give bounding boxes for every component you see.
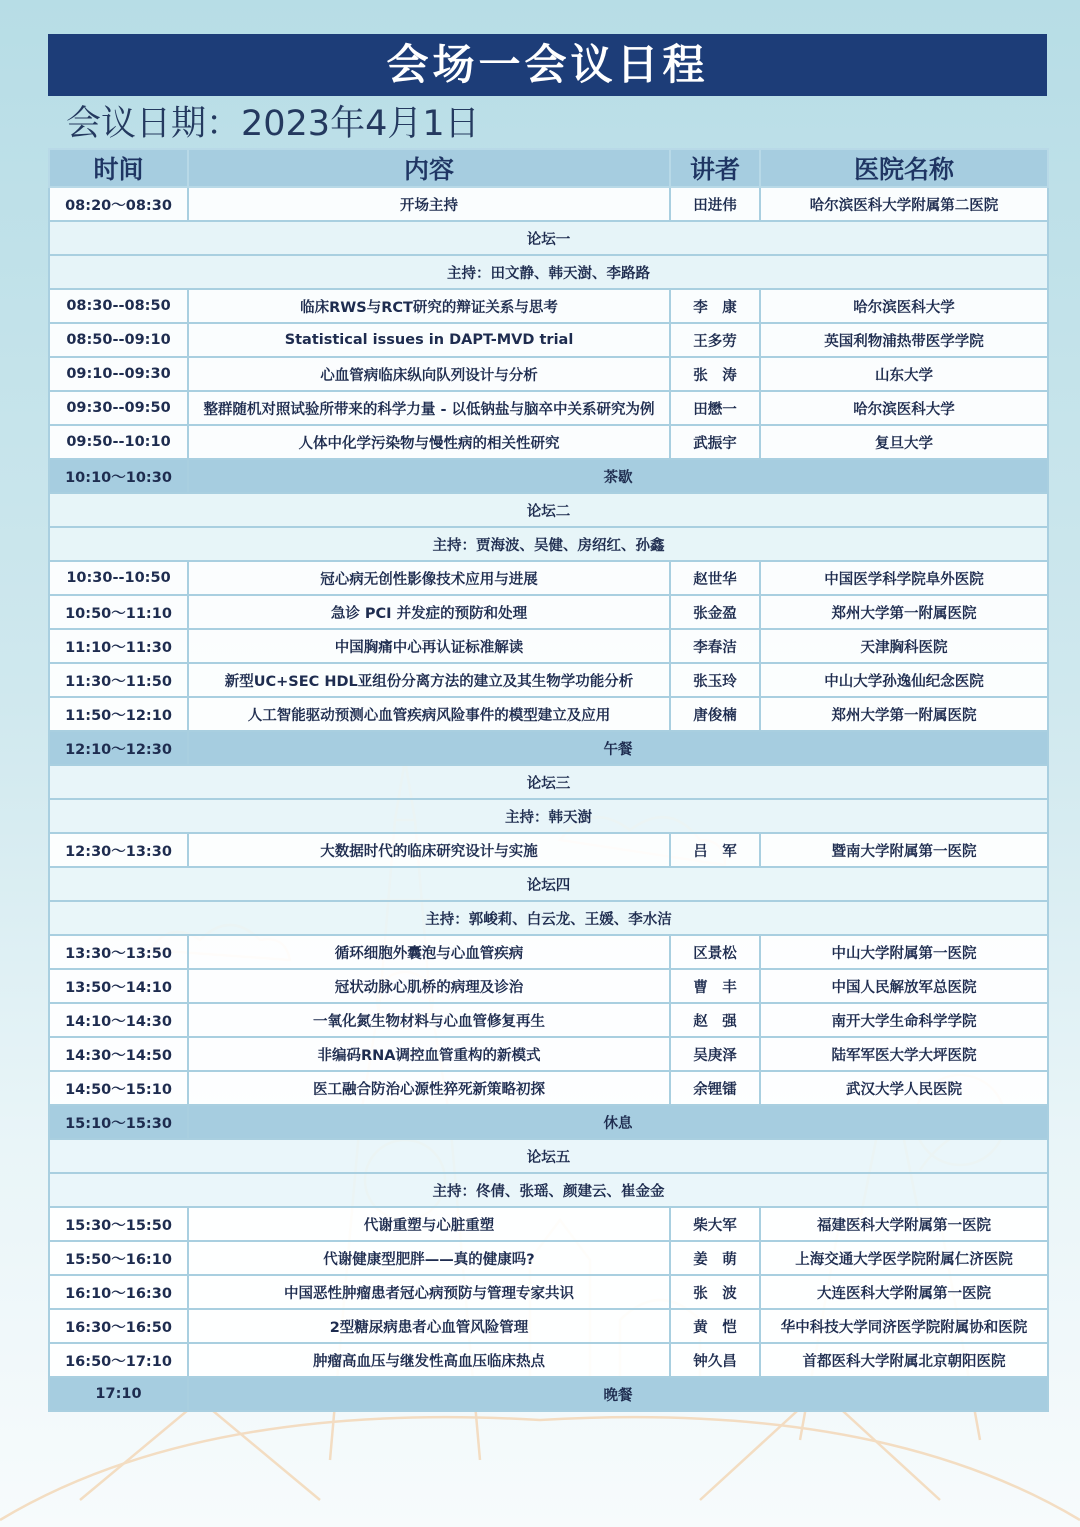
speaker-cell: 张 波 — [670, 1275, 760, 1309]
speaker-cell: 钟久昌 — [670, 1343, 760, 1377]
time-cell: 08:20～08:30 — [49, 187, 188, 221]
speaker-cell: 区景松 — [670, 935, 760, 969]
hospital-cell: 大连医科大学附属第一医院 — [760, 1275, 1048, 1309]
time-cell: 15:50～16:10 — [49, 1241, 188, 1275]
table-row — [49, 1071, 1048, 1105]
speaker-cell: 姜 萌 — [670, 1241, 760, 1275]
table-row — [49, 1207, 1048, 1241]
topic-cell: 整群随机对照试验所带来的科学力量 - 以低钠盐与脑卒中关系研究为例 — [188, 391, 670, 425]
time-cell: 08:30--08:50 — [49, 289, 188, 323]
time-cell: 08:50--09:10 — [49, 323, 188, 357]
table-row — [49, 833, 1048, 867]
speaker-cell: 张玉玲 — [670, 663, 760, 697]
session-band-row — [49, 867, 1048, 901]
speaker-cell: 赵 强 — [670, 1003, 760, 1037]
speaker-cell: 唐俊楠 — [670, 697, 760, 731]
hospital-cell: 福建医科大学附属第一医院 — [760, 1207, 1048, 1241]
session-band-row — [49, 901, 1048, 935]
speaker-cell: 吴庚泽 — [670, 1037, 760, 1071]
hospital-cell: 山东大学 — [760, 357, 1048, 391]
session-band-label: 主持：田文静、韩天澍、李路路 — [49, 255, 1048, 289]
time-cell: 11:10～11:30 — [49, 629, 188, 663]
session-band-label: 论坛五 — [49, 1139, 1048, 1173]
topic-cell: 临床RWS与RCT研究的辩证关系与思考 — [188, 289, 670, 323]
hospital-cell: 英国利物浦热带医学学院 — [760, 323, 1048, 357]
time-cell: 16:30～16:50 — [49, 1309, 188, 1343]
time-cell: 16:50～17:10 — [49, 1343, 188, 1377]
table-row — [49, 697, 1048, 731]
table-row — [49, 391, 1048, 425]
speaker-cell: 武振宇 — [670, 425, 760, 459]
hospital-cell: 陆军军医大学大坪医院 — [760, 1037, 1048, 1071]
table-row — [49, 561, 1048, 595]
table-row — [49, 187, 1048, 221]
time-cell: 09:50--10:10 — [49, 425, 188, 459]
session-band-label: 论坛三 — [49, 765, 1048, 799]
topic-cell: 非编码RNA调控血管重构的新模式 — [188, 1037, 670, 1071]
time-cell: 14:50～15:10 — [49, 1071, 188, 1105]
table-row — [49, 357, 1048, 391]
column-header-content: 内容 — [188, 149, 670, 187]
session-band-label: 论坛一 — [49, 221, 1048, 255]
time-cell: 11:50～12:10 — [49, 697, 188, 731]
time-cell: 16:10～16:30 — [49, 1275, 188, 1309]
break-row — [49, 1105, 1048, 1139]
topic-cell: 人工智能驱动预测心血管疾病风险事件的模型建立及应用 — [188, 697, 670, 731]
session-band-row — [49, 1173, 1048, 1207]
speaker-cell: 李 康 — [670, 289, 760, 323]
speaker-cell: 李春洁 — [670, 629, 760, 663]
hospital-cell: 复旦大学 — [760, 425, 1048, 459]
speaker-cell: 张金盈 — [670, 595, 760, 629]
hospital-cell: 哈尔滨医科大学 — [760, 391, 1048, 425]
time-cell: 12:30～13:30 — [49, 833, 188, 867]
hospital-cell: 上海交通大学医学院附属仁济医院 — [760, 1241, 1048, 1275]
table-row — [49, 663, 1048, 697]
session-band-row — [49, 527, 1048, 561]
hospital-cell: 南开大学生命科学学院 — [760, 1003, 1048, 1037]
break-label: 休息 — [188, 1105, 1048, 1139]
session-band-row — [49, 799, 1048, 833]
time-cell: 10:50～11:10 — [49, 595, 188, 629]
topic-cell: 中国胸痛中心再认证标准解读 — [188, 629, 670, 663]
session-band-row — [49, 221, 1048, 255]
time-cell: 14:10～14:30 — [49, 1003, 188, 1037]
table-row — [49, 1003, 1048, 1037]
session-band-row — [49, 255, 1048, 289]
table-row — [49, 289, 1048, 323]
session-band-row — [49, 493, 1048, 527]
hospital-cell: 哈尔滨医科大学附属第二医院 — [760, 187, 1048, 221]
topic-cell: 心血管病临床纵向队列设计与分析 — [188, 357, 670, 391]
table-row — [49, 1309, 1048, 1343]
schedule-body — [49, 187, 1048, 1411]
time-cell: 13:50～14:10 — [49, 969, 188, 1003]
time-cell: 13:30～13:50 — [49, 935, 188, 969]
hospital-cell: 武汉大学人民医院 — [760, 1071, 1048, 1105]
topic-cell: 急诊 PCI 并发症的预防和处理 — [188, 595, 670, 629]
meeting-date: 会议日期：2023年4月1日 — [66, 104, 480, 144]
topic-cell: 代谢重塑与心脏重塑 — [188, 1207, 670, 1241]
session-band-row — [49, 1139, 1048, 1173]
banner-title: 会场一会议日程 — [386, 40, 709, 89]
speaker-cell: 田懋一 — [670, 391, 760, 425]
time-cell: 10:10～10:30 — [49, 459, 188, 493]
table-row — [49, 1343, 1048, 1377]
time-cell: 09:30--09:50 — [49, 391, 188, 425]
hospital-cell: 哈尔滨医科大学 — [760, 289, 1048, 323]
table-row — [49, 1037, 1048, 1071]
session-band-label: 论坛四 — [49, 867, 1048, 901]
hospital-cell: 中山大学附属第一医院 — [760, 935, 1048, 969]
session-band-label: 主持：郭峻莉、白云龙、王媛、李水洁 — [49, 901, 1048, 935]
topic-cell: 冠状动脉心肌桥的病理及诊治 — [188, 969, 670, 1003]
break-label: 茶歇 — [188, 459, 1048, 493]
hospital-cell: 郑州大学第一附属医院 — [760, 595, 1048, 629]
topic-cell: 医工融合防治心源性猝死新策略初探 — [188, 1071, 670, 1105]
table-row — [49, 425, 1048, 459]
hospital-cell: 中山大学孙逸仙纪念医院 — [760, 663, 1048, 697]
speaker-cell: 赵世华 — [670, 561, 760, 595]
speaker-cell: 曹 丰 — [670, 969, 760, 1003]
session-band-label: 主持：韩天澍 — [49, 799, 1048, 833]
table-row — [49, 629, 1048, 663]
table-row — [49, 1241, 1048, 1275]
time-cell: 11:30～11:50 — [49, 663, 188, 697]
topic-cell: 开场主持 — [188, 187, 670, 221]
hospital-cell: 华中科技大学同济医学院附属协和医院 — [760, 1309, 1048, 1343]
column-header-time: 时间 — [49, 149, 188, 187]
time-cell: 15:10～15:30 — [49, 1105, 188, 1139]
hospital-cell: 暨南大学附属第一医院 — [760, 833, 1048, 867]
break-label: 午餐 — [188, 731, 1048, 765]
session-band-row — [49, 765, 1048, 799]
hospital-cell: 中国医学科学院阜外医院 — [760, 561, 1048, 595]
speaker-cell: 余锂镭 — [670, 1071, 760, 1105]
page-banner — [48, 34, 1047, 96]
table-row — [49, 935, 1048, 969]
speaker-cell: 柴大军 — [670, 1207, 760, 1241]
table-row — [49, 969, 1048, 1003]
topic-cell: 冠心病无创性影像技术应用与进展 — [188, 561, 670, 595]
topic-cell: 肿瘤高血压与继发性高血压临床热点 — [188, 1343, 670, 1377]
topic-cell: 大数据时代的临床研究设计与实施 — [188, 833, 670, 867]
table-row — [49, 595, 1048, 629]
topic-cell: 代谢健康型肥胖——真的健康吗? — [188, 1241, 670, 1275]
break-row — [49, 1377, 1048, 1411]
time-cell: 17:10 — [49, 1377, 188, 1411]
hospital-cell: 首都医科大学附属北京朝阳医院 — [760, 1343, 1048, 1377]
topic-cell: 循环细胞外囊泡与心血管疾病 — [188, 935, 670, 969]
column-header-speaker: 讲者 — [670, 149, 760, 187]
session-band-label: 主持：贾海波、吴健、房绍红、孙鑫 — [49, 527, 1048, 561]
break-label: 晚餐 — [188, 1377, 1048, 1411]
speaker-cell: 田进伟 — [670, 187, 760, 221]
time-cell: 10:30--10:50 — [49, 561, 188, 595]
break-row — [49, 459, 1048, 493]
table-row — [49, 1275, 1048, 1309]
schedule-table — [48, 148, 1049, 1412]
speaker-cell: 王多劳 — [670, 323, 760, 357]
topic-cell: 新型UC+SEC HDL亚组份分离方法的建立及其生物学功能分析 — [188, 663, 670, 697]
table-row — [49, 323, 1048, 357]
session-band-label: 论坛二 — [49, 493, 1048, 527]
time-cell: 15:30～15:50 — [49, 1207, 188, 1241]
break-row — [49, 731, 1048, 765]
hospital-cell: 郑州大学第一附属医院 — [760, 697, 1048, 731]
hospital-cell: 天津胸科医院 — [760, 629, 1048, 663]
topic-cell: 2型糖尿病患者心血管风险管理 — [188, 1309, 670, 1343]
topic-cell: Statistical issues in DAPT-MVD trial — [188, 323, 670, 357]
topic-cell: 一氧化氮生物材料与心血管修复再生 — [188, 1003, 670, 1037]
time-cell: 09:10--09:30 — [49, 357, 188, 391]
column-header-hospital: 医院名称 — [760, 149, 1048, 187]
topic-cell: 中国恶性肿瘤患者冠心病预防与管理专家共识 — [188, 1275, 670, 1309]
hospital-cell: 中国人民解放军总医院 — [760, 969, 1048, 1003]
time-cell: 12:10～12:30 — [49, 731, 188, 765]
time-cell: 14:30～14:50 — [49, 1037, 188, 1071]
table-header-row — [49, 149, 1048, 187]
speaker-cell: 张 涛 — [670, 357, 760, 391]
session-band-label: 主持：佟倩、张瑶、颜建云、崔金金 — [49, 1173, 1048, 1207]
topic-cell: 人体中化学污染物与慢性病的相关性研究 — [188, 425, 670, 459]
speaker-cell: 吕 军 — [670, 833, 760, 867]
speaker-cell: 黄 恺 — [670, 1309, 760, 1343]
